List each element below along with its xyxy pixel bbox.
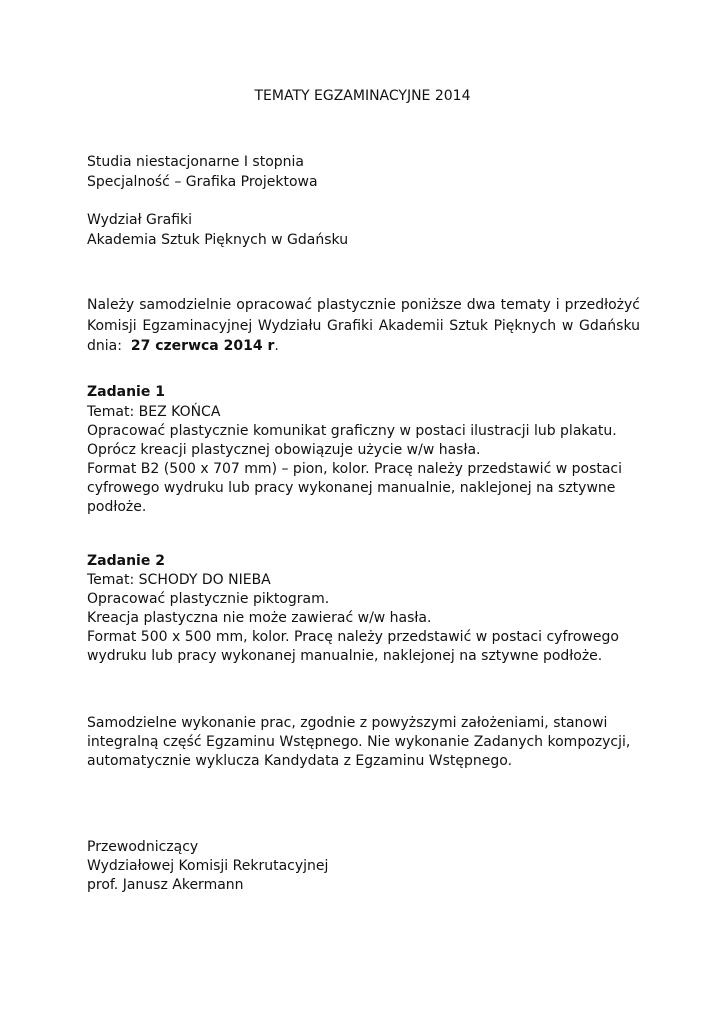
intro-line-2: Komisji Egzaminacyjnej Wydziału Grafiki Akademii Sztuk Pięknych w Gdańsku xyxy=(87,317,640,334)
intro-line-1: Należy samodzielnie opracować plastycznie poniższe dwa tematy i przedłożyć xyxy=(87,297,640,313)
intro-paragraph xyxy=(87,295,640,357)
specialization: Specjalność – Grafika Projektowa xyxy=(87,174,318,190)
intro-line-3 xyxy=(87,336,640,357)
task2-line-2: Kreacja plastyczna nie może zawierać w/w hasła. xyxy=(87,610,432,626)
task1-heading: Zadanie 1 xyxy=(87,384,165,400)
task1-line-4: cyfrowego wydruku lub pracy wykonanej manualnie, naklejonej na sztywne xyxy=(87,480,616,496)
task2-line-1: Opracować plastycznie piktogram. xyxy=(87,591,330,607)
signature-role: Przewodniczący xyxy=(87,839,199,855)
academy: Akademia Sztuk Pięknych w Gdańsku xyxy=(87,232,349,248)
signature-name: prof. Janusz Akermann xyxy=(87,877,244,893)
closing-line-2: integralną część Egzaminu Wstępnego. Nie wykonanie Zadanych kompozycji, xyxy=(87,734,631,750)
closing-line-3: automatycznie wyklucza Kandydata z Egzaminu Wstępnego. xyxy=(87,753,513,769)
intro-date-suffix: . xyxy=(274,338,279,354)
signature-committee: Wydziałowej Komisji Rekrutacyjnej xyxy=(87,858,329,874)
task1-topic: Temat: BEZ KOŃCA xyxy=(87,404,221,420)
faculty: Wydział Grafiki xyxy=(87,212,193,228)
task2-line-3: Format 500 x 500 mm, kolor. Pracę należy przedstawić w postaci cyfrowego xyxy=(87,629,619,645)
task1-line-2: Oprócz kreacji plastycznej obowiązuje użycie w/w hasła. xyxy=(87,442,481,458)
intro-date-prefix: dnia: xyxy=(87,338,122,354)
document-title: TEMATY EGZAMINACYJNE 2014 xyxy=(254,88,471,104)
intro-date: 27 czerwca 2014 r xyxy=(130,338,275,354)
study-mode: Studia niestacjonarne I stopnia xyxy=(87,154,304,170)
closing-line-1: Samodzielne wykonanie prac, zgodnie z powyższymi założeniami, stanowi xyxy=(87,715,608,731)
task1-line-3: Format B2 (500 x 707 mm) – pion, kolor. Pracę należy przedstawić w postaci xyxy=(87,461,623,477)
task1-line-5: podłoże. xyxy=(87,499,147,515)
task2-heading: Zadanie 2 xyxy=(87,553,165,569)
task2-line-4: wydruku lub pracy wykonanej manualnie, naklejonej na sztywne podłoże. xyxy=(87,648,603,664)
task1-line-1: Opracować plastycznie komunikat graficzny w postaci ilustracji lub plakatu. xyxy=(87,423,617,439)
task2-topic: Temat: SCHODY DO NIEBA xyxy=(87,572,271,588)
